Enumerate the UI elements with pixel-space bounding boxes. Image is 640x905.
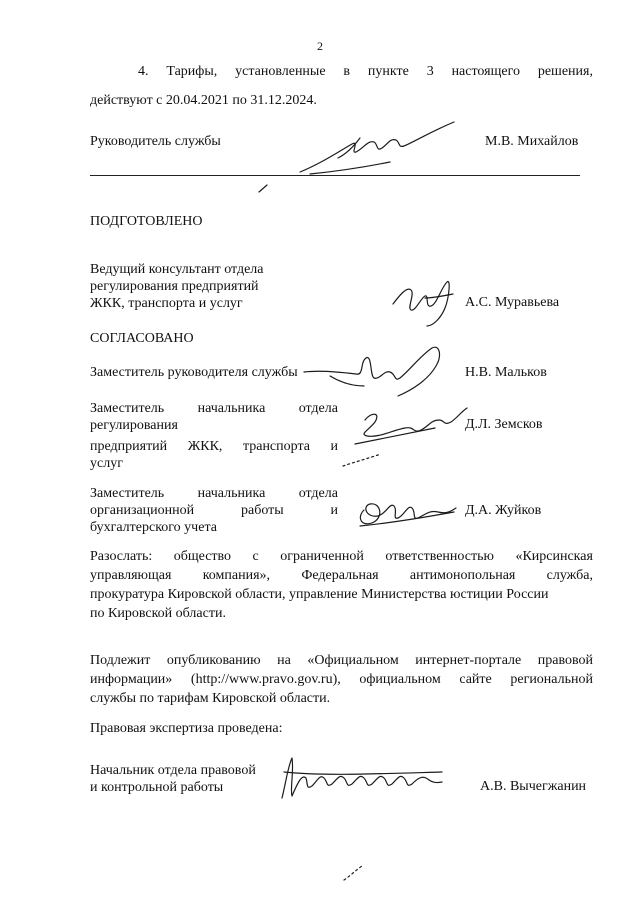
- word: официальном: [359, 672, 441, 687]
- separator-line: [90, 175, 580, 176]
- paragraph-line: [90, 670, 593, 689]
- prepared-role: [90, 261, 264, 312]
- word: управляющая: [90, 568, 172, 583]
- word: работы: [240, 503, 284, 518]
- deputy-regulation-signature: [335, 400, 475, 472]
- word: на: [277, 653, 291, 668]
- word: 3: [426, 64, 434, 79]
- role-line: [90, 400, 338, 417]
- paragraph-line: [90, 64, 593, 80]
- deputy-regulation-role: [90, 400, 338, 472]
- word: региональной: [510, 672, 593, 687]
- word: Тарифы,: [166, 64, 218, 79]
- word: решения,: [537, 64, 593, 79]
- paragraph-line: прокуратура Кировской области, управление Министерства юстиции России: [90, 587, 549, 602]
- word: (http://www.pravo.gov.ru),: [190, 672, 341, 687]
- word: отдела: [298, 401, 338, 416]
- role-line: [90, 485, 338, 502]
- head-signature: [290, 118, 460, 180]
- agreed-heading: СОГЛАСОВАНО: [90, 331, 194, 346]
- word: транспорта: [242, 439, 310, 454]
- word: установленные: [235, 64, 326, 79]
- word: сайте: [459, 672, 492, 687]
- deputy-accounting-role: [90, 485, 338, 536]
- word: ЖКК,: [187, 439, 223, 454]
- word: общество: [173, 549, 232, 564]
- paragraph-line: службы по тарифам Кировской области.: [90, 691, 331, 706]
- word: служба,: [546, 568, 593, 583]
- word: и: [330, 439, 338, 454]
- word: Заместитель: [90, 401, 165, 416]
- role-line: [90, 502, 338, 519]
- role-line: услуг: [90, 456, 123, 471]
- word: Разослать:: [90, 549, 153, 564]
- word: «Официальном: [307, 653, 399, 668]
- pen-mark: [338, 862, 368, 884]
- role-line: Начальник отдела правовой: [90, 763, 256, 778]
- word: опубликованию: [166, 653, 261, 668]
- word: Подлежит: [90, 653, 151, 668]
- role-line: [90, 438, 338, 455]
- deputy-head-role: Заместитель руководителя службы: [90, 365, 298, 380]
- deputy-regulation-name: Д.Л. Земсков: [465, 417, 543, 432]
- prepared-signature: [385, 268, 461, 332]
- word: в: [343, 64, 351, 79]
- legal-head-role: [90, 762, 256, 796]
- word: ответственностью: [385, 549, 494, 564]
- prepared-heading: ПОДГОТОВЛЕНО: [90, 214, 203, 229]
- word: «Кирсинская: [515, 549, 593, 564]
- word: интернет-портале: [415, 653, 522, 668]
- deputy-accounting-signature: [350, 488, 462, 536]
- paragraph-line: [90, 566, 593, 585]
- word: пункте: [367, 64, 409, 79]
- legal-expertise-note: Правовая экспертиза проведена:: [90, 721, 283, 736]
- word: компания»,: [202, 568, 271, 583]
- paragraph-line: действуют с 20.04.2021 по 31.12.2024.: [90, 93, 317, 108]
- deputy-accounting-name: Д.А. Жуйков: [465, 503, 542, 518]
- word: организационной: [90, 503, 195, 518]
- word: 4.: [138, 64, 149, 79]
- word: предприятий: [90, 439, 168, 454]
- prepared-name: А.С. Муравьева: [465, 295, 560, 310]
- word: отдела: [298, 486, 338, 501]
- legal-head-signature: [272, 752, 452, 804]
- word: и: [330, 503, 338, 518]
- head-role: Руководитель службы: [90, 134, 221, 149]
- deputy-head-name: Н.В. Мальков: [465, 365, 547, 380]
- pen-mark: [255, 182, 275, 194]
- distribution-list: [90, 547, 593, 623]
- role-line: Ведущий консультант отдела: [90, 262, 264, 277]
- publication-notice: [90, 651, 593, 708]
- role-line: регулирования предприятий: [90, 279, 259, 294]
- word: начальника: [197, 401, 266, 416]
- word: настоящего: [451, 64, 520, 79]
- word: антимонопольная: [409, 568, 516, 583]
- role-line: бухгалтерского учета: [90, 520, 217, 535]
- tariff-validity-paragraph: [90, 64, 593, 109]
- word: ограниченной: [280, 549, 364, 564]
- word: правовой: [537, 653, 593, 668]
- word: информации»: [90, 672, 173, 687]
- page-number: 2: [317, 39, 323, 53]
- word: Федеральная: [301, 568, 379, 583]
- word: начальника: [197, 486, 266, 501]
- role-line: регулирования: [90, 418, 178, 433]
- deputy-head-signature: [300, 342, 450, 400]
- legal-head-name: А.В. Вычегжанин: [480, 779, 587, 794]
- paragraph-line: [90, 547, 593, 566]
- head-name: М.В. Михайлов: [485, 134, 579, 149]
- word: Заместитель: [90, 486, 165, 501]
- paragraph-line: [90, 651, 593, 670]
- word: с: [252, 549, 259, 564]
- role-line: и контрольной работы: [90, 780, 224, 795]
- paragraph-line: по Кировской области.: [90, 606, 226, 621]
- role-line: ЖКК, транспорта и услуг: [90, 296, 243, 311]
